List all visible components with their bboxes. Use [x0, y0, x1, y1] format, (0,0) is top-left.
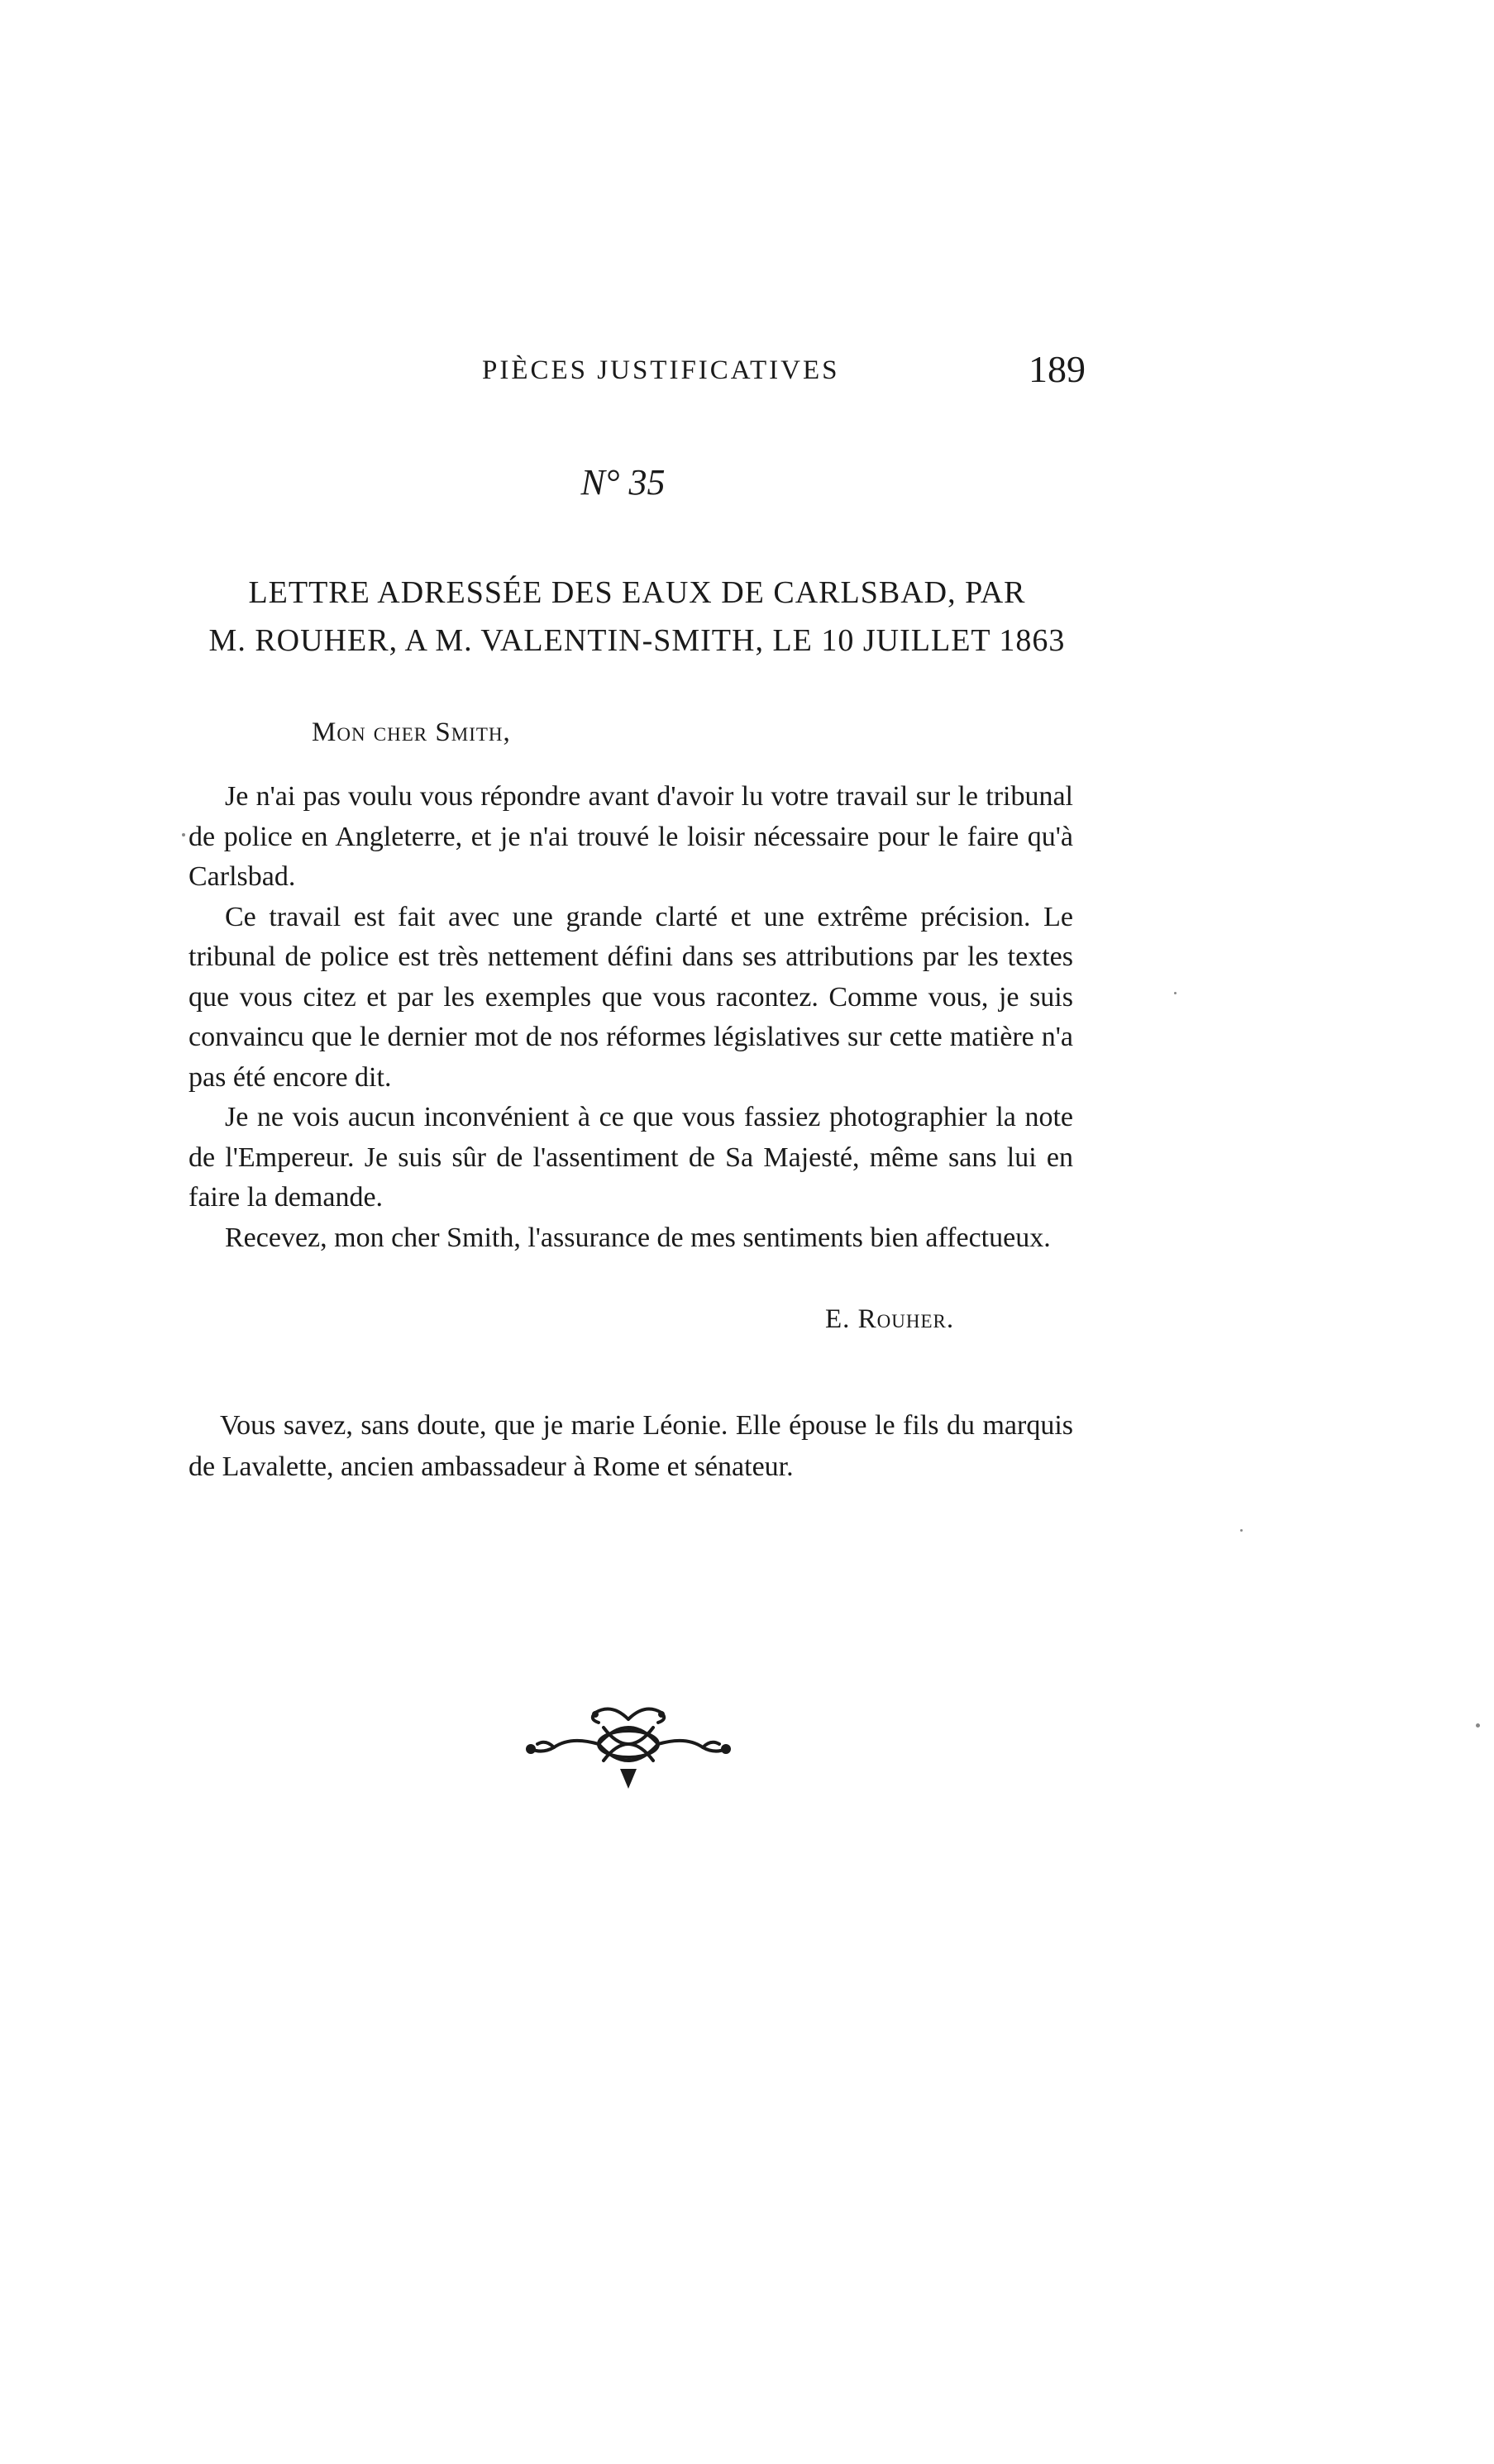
- letter-heading: [189, 569, 1086, 665]
- paragraph: Recevez, mon cher Smith, l'assurance de mes sentiments bien affectueux.: [225, 1222, 1051, 1253]
- paragraph: Je n'ai pas voulu vous répondre avant d'avoir lu votre travail sur le tribunal de police en Angleterre, et je n'ai trouvé le loisir nécessaire pour le faire qu'à Carlsbad.: [189, 781, 1073, 892]
- heading-line-1: LETTRE ADRESSÉE DES EAUX DE CARLSBAD, PAR: [248, 575, 1026, 610]
- postscript: [189, 1405, 1073, 1488]
- fleuron-ornament-icon: [513, 1686, 744, 1802]
- heading-line-2: M. ROUHER, A M. VALENTIN-SMITH, LE 10 JUILLET 1863: [208, 623, 1066, 658]
- print-speck: [1174, 992, 1177, 994]
- print-speck: [1476, 1723, 1480, 1728]
- print-speck: [1240, 1529, 1243, 1532]
- print-speck: [182, 833, 185, 836]
- signature: E. Rouher.: [825, 1304, 955, 1334]
- letter-body: [189, 777, 1073, 1258]
- paragraph: Ce travail est fait avec une grande clarté et une extrême précision. Le tribunal de police est très nettement défini dans ses attributions par les textes que vous citez et par les exemples que vous racontez. Comme vous, je suis convaincu que le dernier mot de nos réformes législatives sur cette matière n'a pas été encore dit.: [189, 901, 1073, 1093]
- running-title: PIÈCES JUSTIFICATIVES: [482, 355, 840, 385]
- salutation: Mon cher Smith,: [312, 717, 511, 747]
- running-head: [189, 347, 1086, 397]
- postscript-text: Vous savez, sans doute, que je marie Léonie. Elle épouse le fils du marquis de Lavalette, ancien ambassadeur à Rome et sénateur.: [189, 1410, 1073, 1482]
- document-number: N° 35: [580, 462, 666, 503]
- page-number: 189: [1029, 348, 1086, 390]
- paragraph: Je ne vois aucun inconvénient à ce que vous fassiez photographier la note de l'Empereur. Je suis sûr de l'assentiment de Sa Majesté, même sans lui en faire la demande.: [189, 1102, 1073, 1213]
